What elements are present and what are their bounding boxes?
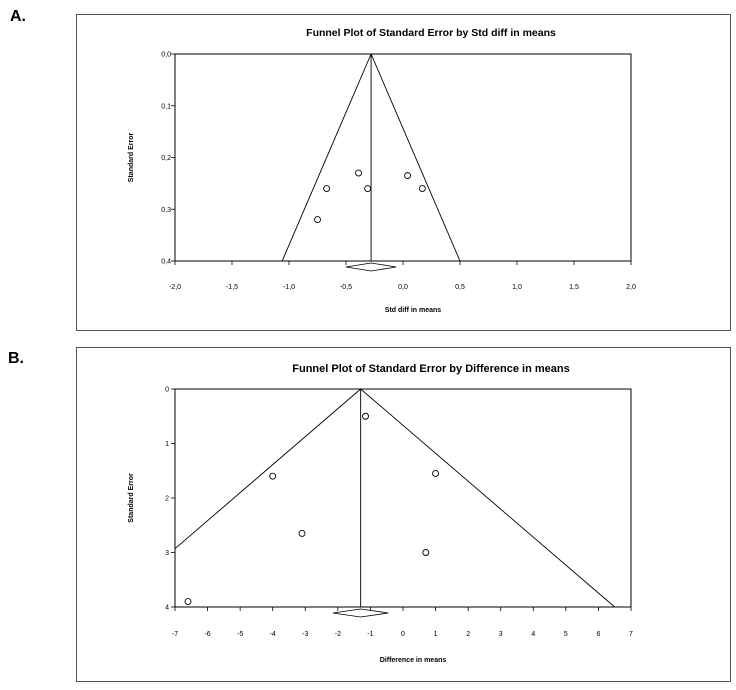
- chart-b-x-tick-label: -7: [171, 631, 179, 638]
- chart-a-study-point: [315, 217, 321, 223]
- chart-a-y-tick-label: 0,2: [161, 155, 171, 162]
- chart-b-y-tick-label: 3: [165, 550, 169, 557]
- chart-a-x-tick-label: 1,5: [569, 284, 579, 291]
- chart-b-y-tick-label: 4: [165, 604, 169, 612]
- chart-b-x-tick-label: 2: [466, 631, 471, 638]
- chart-b-x-tick-label: 3: [498, 631, 503, 638]
- chart-b-x-tick-label: 4: [531, 631, 536, 638]
- chart-b-x-tick-label: 5: [563, 631, 568, 638]
- chart-b-study-point: [433, 470, 439, 476]
- chart-b-x-tick-label: 0: [401, 631, 405, 638]
- chart-a-x-tick-label: -1,0: [282, 284, 296, 291]
- chart-b-study-point: [423, 550, 429, 556]
- chart-b-title: Funnel Plot of Standard Error by Difference in means: [292, 363, 570, 375]
- chart-a-y-tick-label: 0,4: [161, 258, 171, 266]
- chart-a-x-tick-label: 2,0: [626, 284, 636, 291]
- chart-a-x-tick-label: -2,0: [168, 284, 182, 291]
- chart-a-y-tick-label: 0,0: [161, 51, 171, 59]
- chart-a-study-point: [356, 170, 362, 176]
- chart-b-x-axis-label: Difference in means: [379, 657, 447, 664]
- chart-a-plot-area: [175, 54, 631, 261]
- chart-b-y-tick-label: 0: [165, 386, 169, 394]
- chart-a-study-point: [365, 186, 371, 192]
- panel-label-b: B.: [8, 350, 24, 367]
- panel-label-a: A.: [10, 8, 26, 25]
- chart-a-funnel-right-line: [371, 54, 460, 261]
- chart-b-study-point: [270, 473, 276, 479]
- chart-b-x-tick-label: -6: [204, 631, 211, 638]
- chart-a-x-tick-label: 1,0: [512, 284, 522, 291]
- chart-a-y-tick-label: 0,3: [161, 206, 171, 214]
- chart-b-y-axis-label: Standard Error: [128, 473, 135, 523]
- chart-a-study-point: [405, 173, 411, 179]
- chart-b-y-tick-label: 1: [165, 441, 169, 448]
- chart-a-y-axis-label: Standard Error: [128, 132, 135, 183]
- chart-a-title: Funnel Plot of Standard Error by Std diff in means: [306, 27, 556, 39]
- chart-a-x-tick-label: -0,5: [339, 284, 353, 291]
- chart-b-x-tick-label: -1: [367, 631, 374, 638]
- chart-a-y-tick-label: 0,1: [161, 103, 171, 111]
- chart-b-plot-area: [175, 389, 631, 607]
- chart-b-x-tick-label: 7: [629, 631, 633, 638]
- chart-a-x-axis-label: Std diff in means: [384, 307, 442, 314]
- chart-b-x-tick-label: -2: [334, 631, 341, 638]
- chart-b-funnel-left-line: [175, 389, 361, 549]
- chart-b-study-point: [299, 530, 305, 536]
- chart-b-summary-diamond: [333, 609, 388, 617]
- chart-a-x-tick-label: -1,5: [225, 284, 239, 291]
- chart-a-x-tick-label: 0,5: [455, 284, 465, 291]
- chart-b-study-point: [185, 599, 191, 605]
- chart-a-x-tick-label: 0,0: [398, 284, 408, 291]
- chart-b-study-point: [363, 413, 369, 419]
- chart-b-x-tick-label: 6: [596, 631, 601, 638]
- chart-b-x-tick-label: -4: [269, 631, 276, 638]
- chart-a-funnel-left-line: [282, 54, 371, 261]
- chart-a-study-point: [419, 186, 425, 192]
- chart-a-summary-diamond: [346, 263, 396, 271]
- chart-a-study-point: [324, 186, 330, 192]
- chart-b-x-tick-label: -5: [237, 631, 244, 638]
- chart-b-y-tick-label: 2: [165, 495, 169, 503]
- chart-b-x-tick-label: -3: [302, 631, 309, 638]
- chart-b-x-tick-label: 1: [433, 631, 438, 638]
- chart-b-funnel-right-line: [361, 389, 615, 607]
